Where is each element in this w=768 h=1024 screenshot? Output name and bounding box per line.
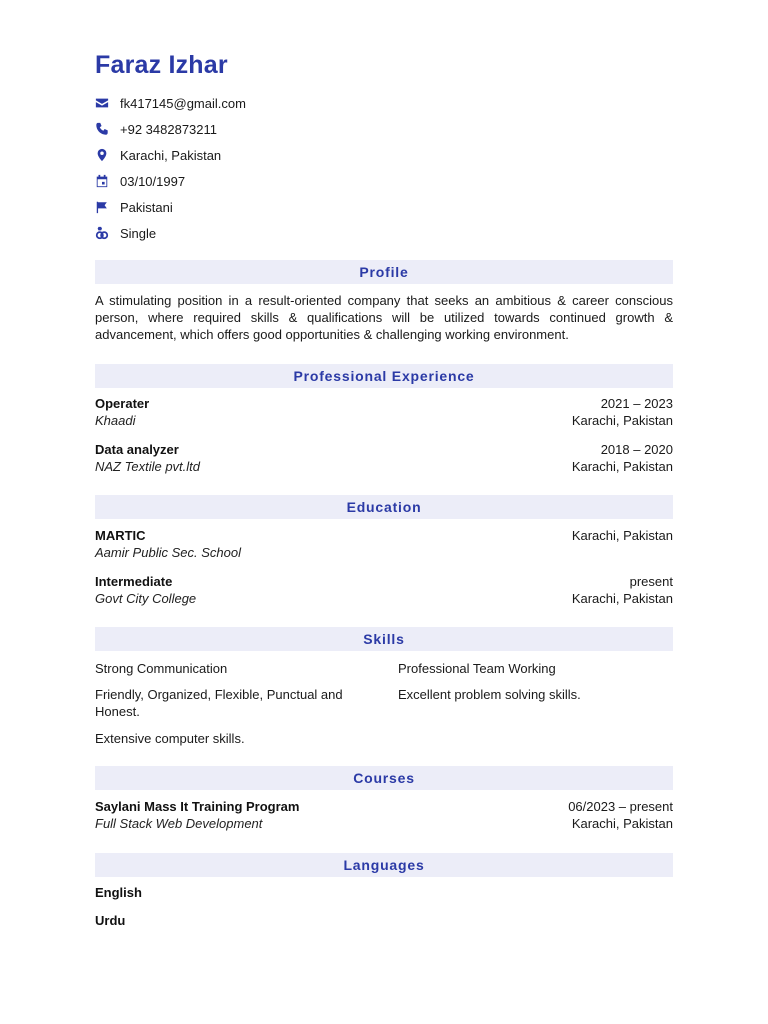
experience-entry (95, 441, 673, 475)
degree-title: MARTIC (95, 528, 146, 543)
education-location: Karachi, Pakistan (571, 591, 673, 606)
education-location: Karachi, Pakistan (571, 528, 673, 543)
job-title: Data analyzer (95, 442, 179, 457)
contact-nationality (95, 194, 495, 220)
email-icon (95, 96, 109, 110)
education-section-header: Education (95, 495, 673, 519)
candidate-name: Faraz Izhar (95, 51, 228, 79)
contact-email-text[interactable]: fk417145@gmail.com (120, 95, 246, 111)
contact-location (95, 142, 495, 168)
contact-marital-text: Single (120, 225, 157, 241)
contact-marital-status (95, 220, 495, 246)
job-dates: 2021 – 2023 (600, 396, 673, 411)
school-name: Aamir Public Sec. School (95, 545, 241, 560)
school-name: Govt City College (95, 591, 197, 606)
languages-section-header: Languages (95, 853, 673, 877)
profile-section-header: Profile (95, 260, 673, 284)
job-location: Karachi, Pakistan (571, 459, 673, 474)
contact-list (95, 90, 495, 246)
job-dates: 2018 – 2020 (600, 442, 673, 457)
skill-item: Friendly, Organized, Flexible, Punctual and Honest. (95, 687, 343, 719)
experience-entry (95, 395, 673, 429)
skills-section-header: Skills (95, 627, 673, 651)
job-company: Khaadi (95, 413, 136, 428)
location-icon (95, 148, 109, 162)
job-company: NAZ Textile pvt.ltd (95, 459, 201, 474)
skill-item: Professional Team Working (398, 661, 556, 676)
courses-section-header: Courses (95, 766, 673, 790)
flag-icon (95, 200, 109, 214)
job-title: Operater (95, 396, 150, 411)
skill-item: Extensive computer skills. (95, 731, 245, 746)
language-item: English (95, 885, 142, 900)
contact-phone (95, 116, 495, 142)
rings-icon (95, 226, 109, 240)
contact-birthdate (95, 168, 495, 194)
calendar-icon (95, 174, 109, 188)
course-entry (95, 798, 673, 832)
course-dates: 06/2023 – present (568, 799, 673, 814)
contact-email (95, 90, 495, 116)
language-item: Urdu (95, 913, 126, 928)
education-entry (95, 527, 673, 561)
skill-item: Strong Communication (95, 661, 228, 676)
education-entry (95, 573, 673, 607)
experience-section-header: Professional Experience (95, 364, 673, 388)
contact-phone-text[interactable]: +92 3482873211 (120, 121, 217, 137)
course-subtitle: Full Stack Web Development (95, 816, 263, 831)
skill-item: Excellent problem solving skills. (398, 687, 581, 702)
profile-summary: A stimulating position in a result-oriented company that seeks an ambitious & career conscious person, where required skills & qualifications will be utilized towards continued growth & advancement, which offers good opportunities & challenging working environment. (95, 293, 673, 342)
job-location: Karachi, Pakistan (571, 413, 673, 428)
education-status: present (629, 574, 673, 589)
phone-icon (95, 122, 109, 136)
course-location: Karachi, Pakistan (571, 816, 673, 831)
contact-location-text: Karachi, Pakistan (120, 147, 222, 163)
degree-title: Intermediate (95, 574, 173, 589)
contact-birthdate-text: 03/10/1997 (120, 173, 186, 189)
course-title: Saylani Mass It Training Program (95, 799, 300, 814)
contact-nationality-text: Pakistani (120, 199, 173, 215)
